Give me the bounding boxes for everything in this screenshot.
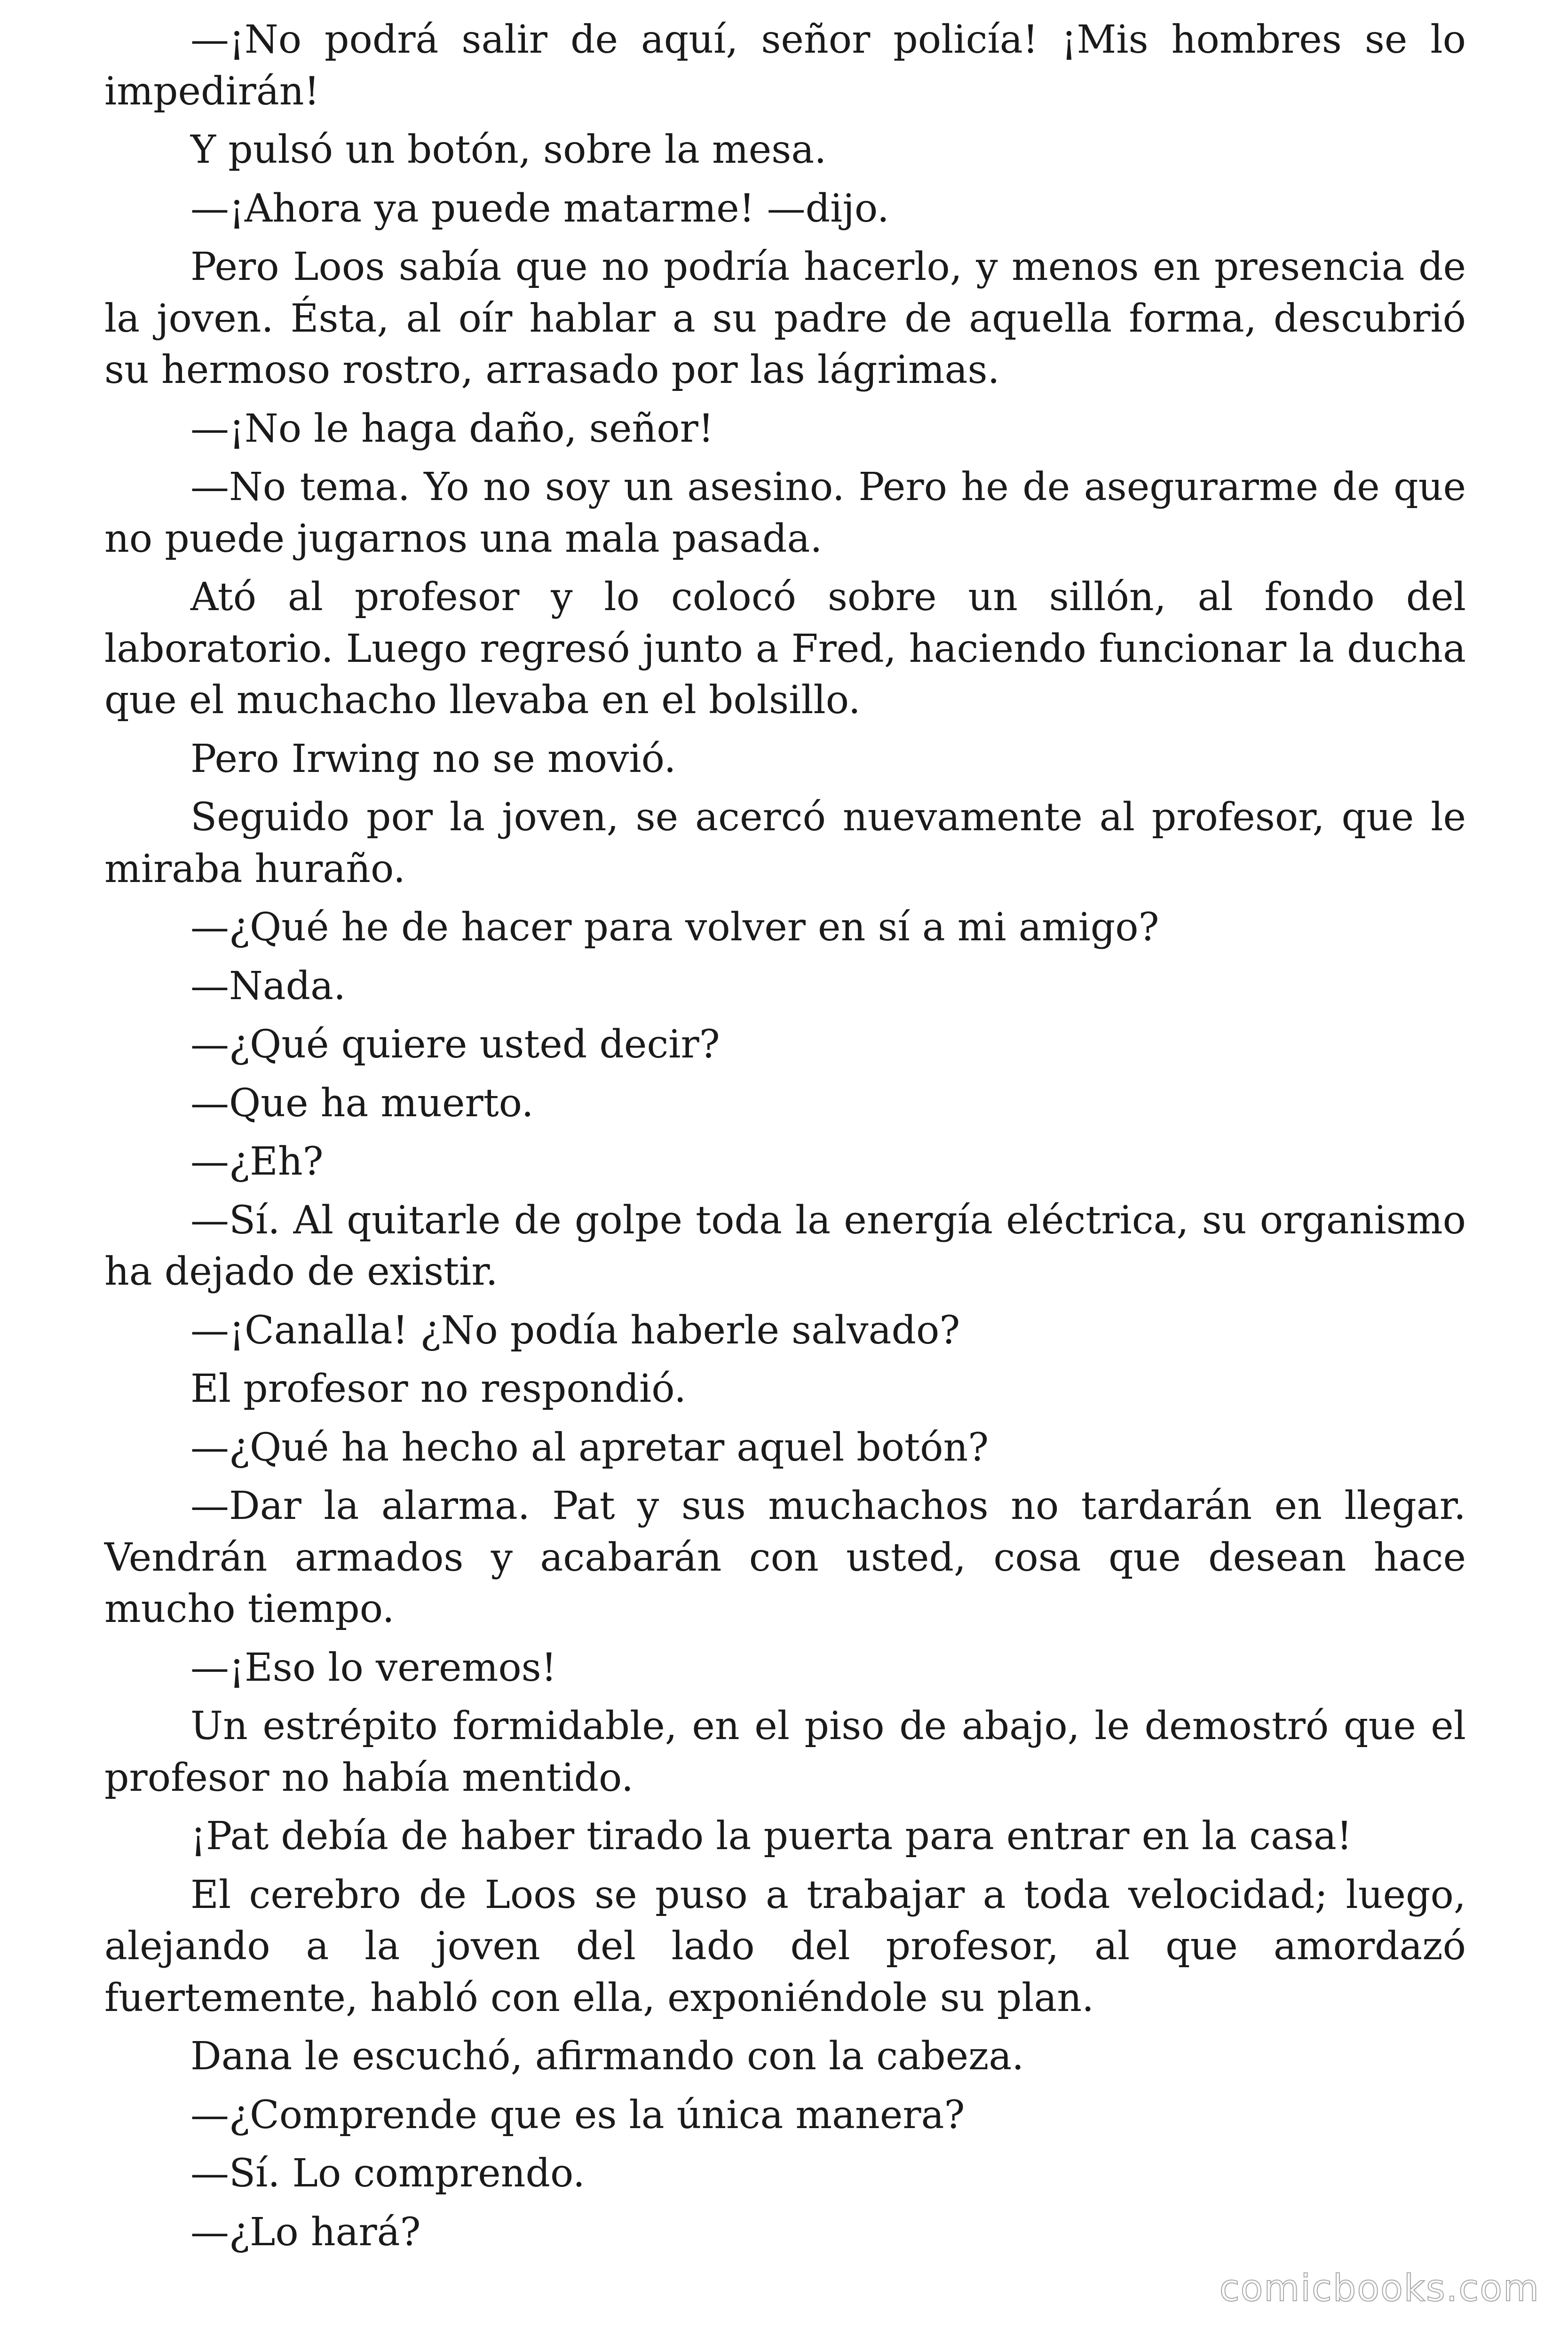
paragraph: —Sí. Al quitarle de golpe toda la energía eléctrica, su organismo ha dejado de existir. bbox=[104, 1198, 1466, 1294]
paragraph: —¡Canalla! ¿No podía haberle salvado? bbox=[190, 1308, 960, 1353]
paragraph: —¡No le haga daño, señor! bbox=[190, 406, 714, 451]
paragraph: —¿Eh? bbox=[190, 1139, 324, 1184]
paragraph: El profesor no respondió. bbox=[190, 1367, 687, 1411]
paragraph: —¡Ahora ya puede matarme! —dijo. bbox=[190, 186, 889, 231]
paragraph: —Que ha muerto. bbox=[190, 1081, 534, 1126]
paragraph: —¿Qué quiere usted decir? bbox=[190, 1022, 720, 1067]
paragraph: Pero Loos sabía que no podría hacerlo, y menos en presencia de la joven. Ésta, al oír hablar a su padre de aquella forma, descubrió su hermoso rostro, arrasado por las lágrimas. bbox=[104, 245, 1466, 392]
paragraph: —¡No podrá salir de aquí, señor policía! ¡Mis hombres se lo impedirán! bbox=[104, 17, 1466, 114]
paragraph: —¿Qué he de hacer para volver en sí a mi amigo? bbox=[190, 905, 1159, 950]
paragraph: Dana le escuchó, afirmando con la cabeza. bbox=[190, 2034, 1024, 2079]
body-text bbox=[104, 14, 1466, 2265]
paragraph: —¡Eso lo veremos! bbox=[190, 1645, 557, 1690]
paragraph: Ató al profesor y lo colocó sobre un sillón, al fondo del laboratorio. Luego regresó junto a Fred, haciendo funcionar la ducha que el muchacho llevaba en el bolsillo. bbox=[104, 575, 1466, 723]
paragraph: Un estrépito formidable, en el piso de abajo, le demostró que el profesor no había mentido. bbox=[104, 1704, 1466, 1800]
paragraph: —Sí. Lo comprendo. bbox=[190, 2151, 585, 2196]
paragraph: —¿Qué ha hecho al apretar aquel botón? bbox=[190, 1425, 989, 1470]
paragraph: Pero Irwing no se movió. bbox=[190, 736, 676, 781]
paragraph: El cerebro de Loos se puso a trabajar a toda velocidad; luego, alejando a la joven del lado del profesor, al que amordazó fuertemente, habló con ella, exponiéndole su plan. bbox=[104, 1872, 1466, 2020]
paragraph: ¡Pat debía de haber tirado la puerta para entrar en la casa! bbox=[190, 1814, 1352, 1859]
paragraph: —¿Lo hará? bbox=[190, 2209, 421, 2255]
paragraph: Seguido por la joven, se acercó nuevamente al profesor, que le miraba huraño. bbox=[104, 795, 1466, 891]
paragraph: —Nada. bbox=[190, 963, 346, 1009]
paragraph: —¿Comprende que es la única manera? bbox=[190, 2092, 965, 2137]
paragraph: —No tema. Yo no soy un asesino. Pero he de asegurarme de que no puede jugarnos una mala pasada. bbox=[104, 465, 1466, 561]
paragraph: Y pulsó un botón, sobre la mesa. bbox=[190, 127, 827, 172]
paragraph: —Dar la alarma. Pat y sus muchachos no tardarán en llegar. Vendrán armados y acabarán con usted, cosa que desean hace mucho tiempo. bbox=[104, 1484, 1466, 1631]
watermark: comicbooks.com bbox=[1219, 2267, 1540, 2310]
